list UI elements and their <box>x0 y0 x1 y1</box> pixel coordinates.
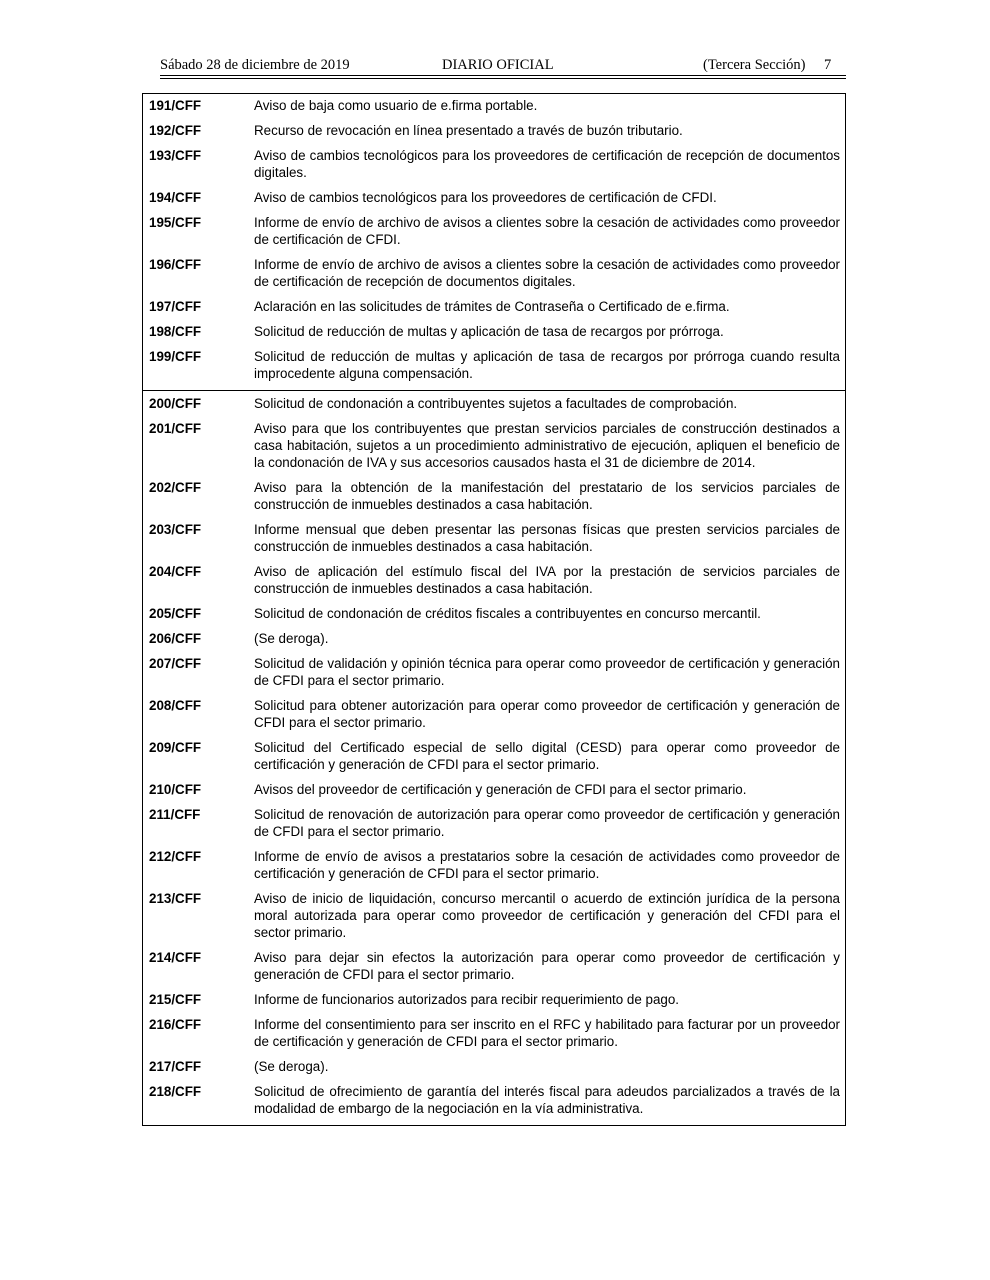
row-description: Solicitud de reducción de multas y aplicación de tasa de recargos por prórroga. <box>254 324 724 339</box>
row-description: Solicitud de validación y opinión técnica para operar como proveedor de certificación y generación de CFDI para el sector primario. <box>254 656 840 688</box>
row-description: Solicitud de ofrecimiento de garantía del interés fiscal para adeudos parcializados a través de la modalidad de embargo de la negociación en la vía administrativa. <box>254 1084 840 1116</box>
table-row <box>143 848 845 882</box>
table-row <box>143 189 845 206</box>
row-code: 192/CFF <box>149 123 202 138</box>
table-row <box>143 630 845 647</box>
page-header <box>160 57 836 75</box>
table-row <box>143 348 845 382</box>
row-code: 202/CFF <box>149 480 202 495</box>
row-description: Aviso para la obtención de la manifestación del prestatario de los servicios parciales de construcción de inmuebles destinados a casa habitación. <box>254 480 840 512</box>
table-group <box>143 94 845 382</box>
table-row <box>143 521 845 555</box>
row-description: Aclaración en las solicitudes de trámites de Contraseña o Certificado de e.firma. <box>254 299 730 314</box>
header-title: DIARIO OFICIAL <box>442 57 554 73</box>
table-group <box>143 390 845 1117</box>
row-description: Solicitud de condonación a contribuyentes sujetos a facultades de comprobación. <box>254 396 738 411</box>
row-code: 217/CFF <box>149 1059 202 1074</box>
table-row <box>143 1016 845 1050</box>
row-code: 196/CFF <box>149 257 202 272</box>
row-description: Aviso de baja como usuario de e.firma portable. <box>254 98 538 113</box>
table-row <box>143 214 845 248</box>
table-row <box>143 991 845 1008</box>
table-row <box>143 298 845 315</box>
table-row <box>143 1083 845 1117</box>
row-code: 201/CFF <box>149 421 202 436</box>
row-description: Avisos del proveedor de certificación y generación de CFDI para el sector primario. <box>254 782 747 797</box>
row-description: Solicitud del Certificado especial de sello digital (CESD) para operar como proveedor de certificación y generación de CFDI para el sector primario. <box>254 740 840 772</box>
table-row <box>143 147 845 181</box>
header-rule-top <box>160 75 846 76</box>
table-row <box>143 605 845 622</box>
table-row <box>143 420 845 471</box>
table-row <box>143 479 845 513</box>
row-code: 211/CFF <box>149 807 201 822</box>
row-description: Aviso de cambios tecnológicos para los proveedores de certificación de recepción de documentos digitales. <box>254 148 840 180</box>
row-description: (Se deroga). <box>254 631 329 646</box>
row-description: Aviso para que los contribuyentes que prestan servicios parciales de construcción destinados a casa habitación, sujetos a un procedimiento administrativo de ejecución, apliquen el beneficio de la condonación de IVA y sus accesorios causados hasta el 31 de diciembre de 2014. <box>254 421 840 470</box>
table-row <box>143 395 845 412</box>
row-code: 206/CFF <box>149 631 202 646</box>
header-date: Sábado 28 de diciembre de 2019 <box>160 57 350 73</box>
table-row <box>143 781 845 798</box>
row-description: Solicitud de condonación de créditos fiscales a contribuyentes en concurso mercantil. <box>254 606 761 621</box>
row-code: 212/CFF <box>149 849 202 864</box>
row-description: Informe de envío de archivo de avisos a clientes sobre la cesación de actividades como proveedor de certificación de recepción de documentos digitales. <box>254 257 840 289</box>
header-rule-bottom <box>160 78 846 79</box>
row-description: Informe de envío de archivo de avisos a clientes sobre la cesación de actividades como proveedor de certificación de CFDI. <box>254 215 840 247</box>
table-row <box>143 697 845 731</box>
row-code: 197/CFF <box>149 299 202 314</box>
table-row <box>143 739 845 773</box>
procedures-table <box>142 93 846 1126</box>
row-description: Aviso para dejar sin efectos la autorización para operar como proveedor de certificación y generación de CFDI para el sector primario. <box>254 950 840 982</box>
row-code: 214/CFF <box>149 950 202 965</box>
row-code: 213/CFF <box>149 891 202 906</box>
header-page-number: 7 <box>824 57 832 73</box>
row-code: 210/CFF <box>149 782 202 797</box>
row-code: 200/CFF <box>149 396 202 411</box>
row-code: 203/CFF <box>149 522 202 537</box>
table-row <box>143 806 845 840</box>
table-row <box>143 949 845 983</box>
row-description: Solicitud para obtener autorización para operar como proveedor de certificación y generación de CFDI para el sector primario. <box>254 698 840 730</box>
table-row <box>143 122 845 139</box>
row-description: Informe mensual que deben presentar las personas físicas que presten servicios parciales de construcción de inmuebles destinados a casa habitación. <box>254 522 840 554</box>
row-description: Recurso de revocación en línea presentado a través de buzón tributario. <box>254 123 683 138</box>
table-row <box>143 890 845 941</box>
row-code: 194/CFF <box>149 190 202 205</box>
table-row <box>143 563 845 597</box>
table-row <box>143 256 845 290</box>
row-description: Informe del consentimiento para ser inscrito en el RFC y habilitado para facturar por un proveedor de certificación y generación de CFDI para el sector primario. <box>254 1017 840 1049</box>
row-code: 191/CFF <box>149 98 202 113</box>
row-description: Solicitud de reducción de multas y aplicación de tasa de recargos por prórroga cuando resulta improcedente alguna compensación. <box>254 349 840 381</box>
row-code: 195/CFF <box>149 215 202 230</box>
row-code: 209/CFF <box>149 740 202 755</box>
row-code: 207/CFF <box>149 656 202 671</box>
row-description: Aviso de aplicación del estímulo fiscal del IVA por la prestación de servicios parciales de construcción de inmuebles destinados a casa habitación. <box>254 564 840 596</box>
table-row <box>143 1058 845 1075</box>
row-description: Aviso de inicio de liquidación, concurso mercantil o acuerdo de extinción jurídica de la persona moral autorizada para operar como proveedor de certificación y generación del CFDI para el sector primario. <box>254 891 840 940</box>
row-description: Solicitud de renovación de autorización para operar como proveedor de certificación y generación de CFDI para el sector primario. <box>254 807 840 839</box>
row-description: Informe de funcionarios autorizados para recibir requerimiento de pago. <box>254 992 680 1007</box>
row-code: 199/CFF <box>149 349 202 364</box>
row-code: 204/CFF <box>149 564 202 579</box>
header-section: (Tercera Sección) <box>703 57 806 73</box>
row-code: 215/CFF <box>149 992 202 1007</box>
row-description: (Se deroga). <box>254 1059 329 1074</box>
row-code: 216/CFF <box>149 1017 202 1032</box>
row-code: 193/CFF <box>149 148 202 163</box>
row-code: 205/CFF <box>149 606 202 621</box>
row-description: Informe de envío de avisos a prestatarios sobre la cesación de actividades como proveedor de certificación y generación de CFDI para el sector primario. <box>254 849 840 881</box>
row-code: 218/CFF <box>149 1084 202 1099</box>
table-row <box>143 655 845 689</box>
table-row <box>143 97 845 114</box>
row-code: 208/CFF <box>149 698 202 713</box>
table-row <box>143 323 845 340</box>
row-code: 198/CFF <box>149 324 202 339</box>
row-description: Aviso de cambios tecnológicos para los proveedores de certificación de CFDI. <box>254 190 717 205</box>
